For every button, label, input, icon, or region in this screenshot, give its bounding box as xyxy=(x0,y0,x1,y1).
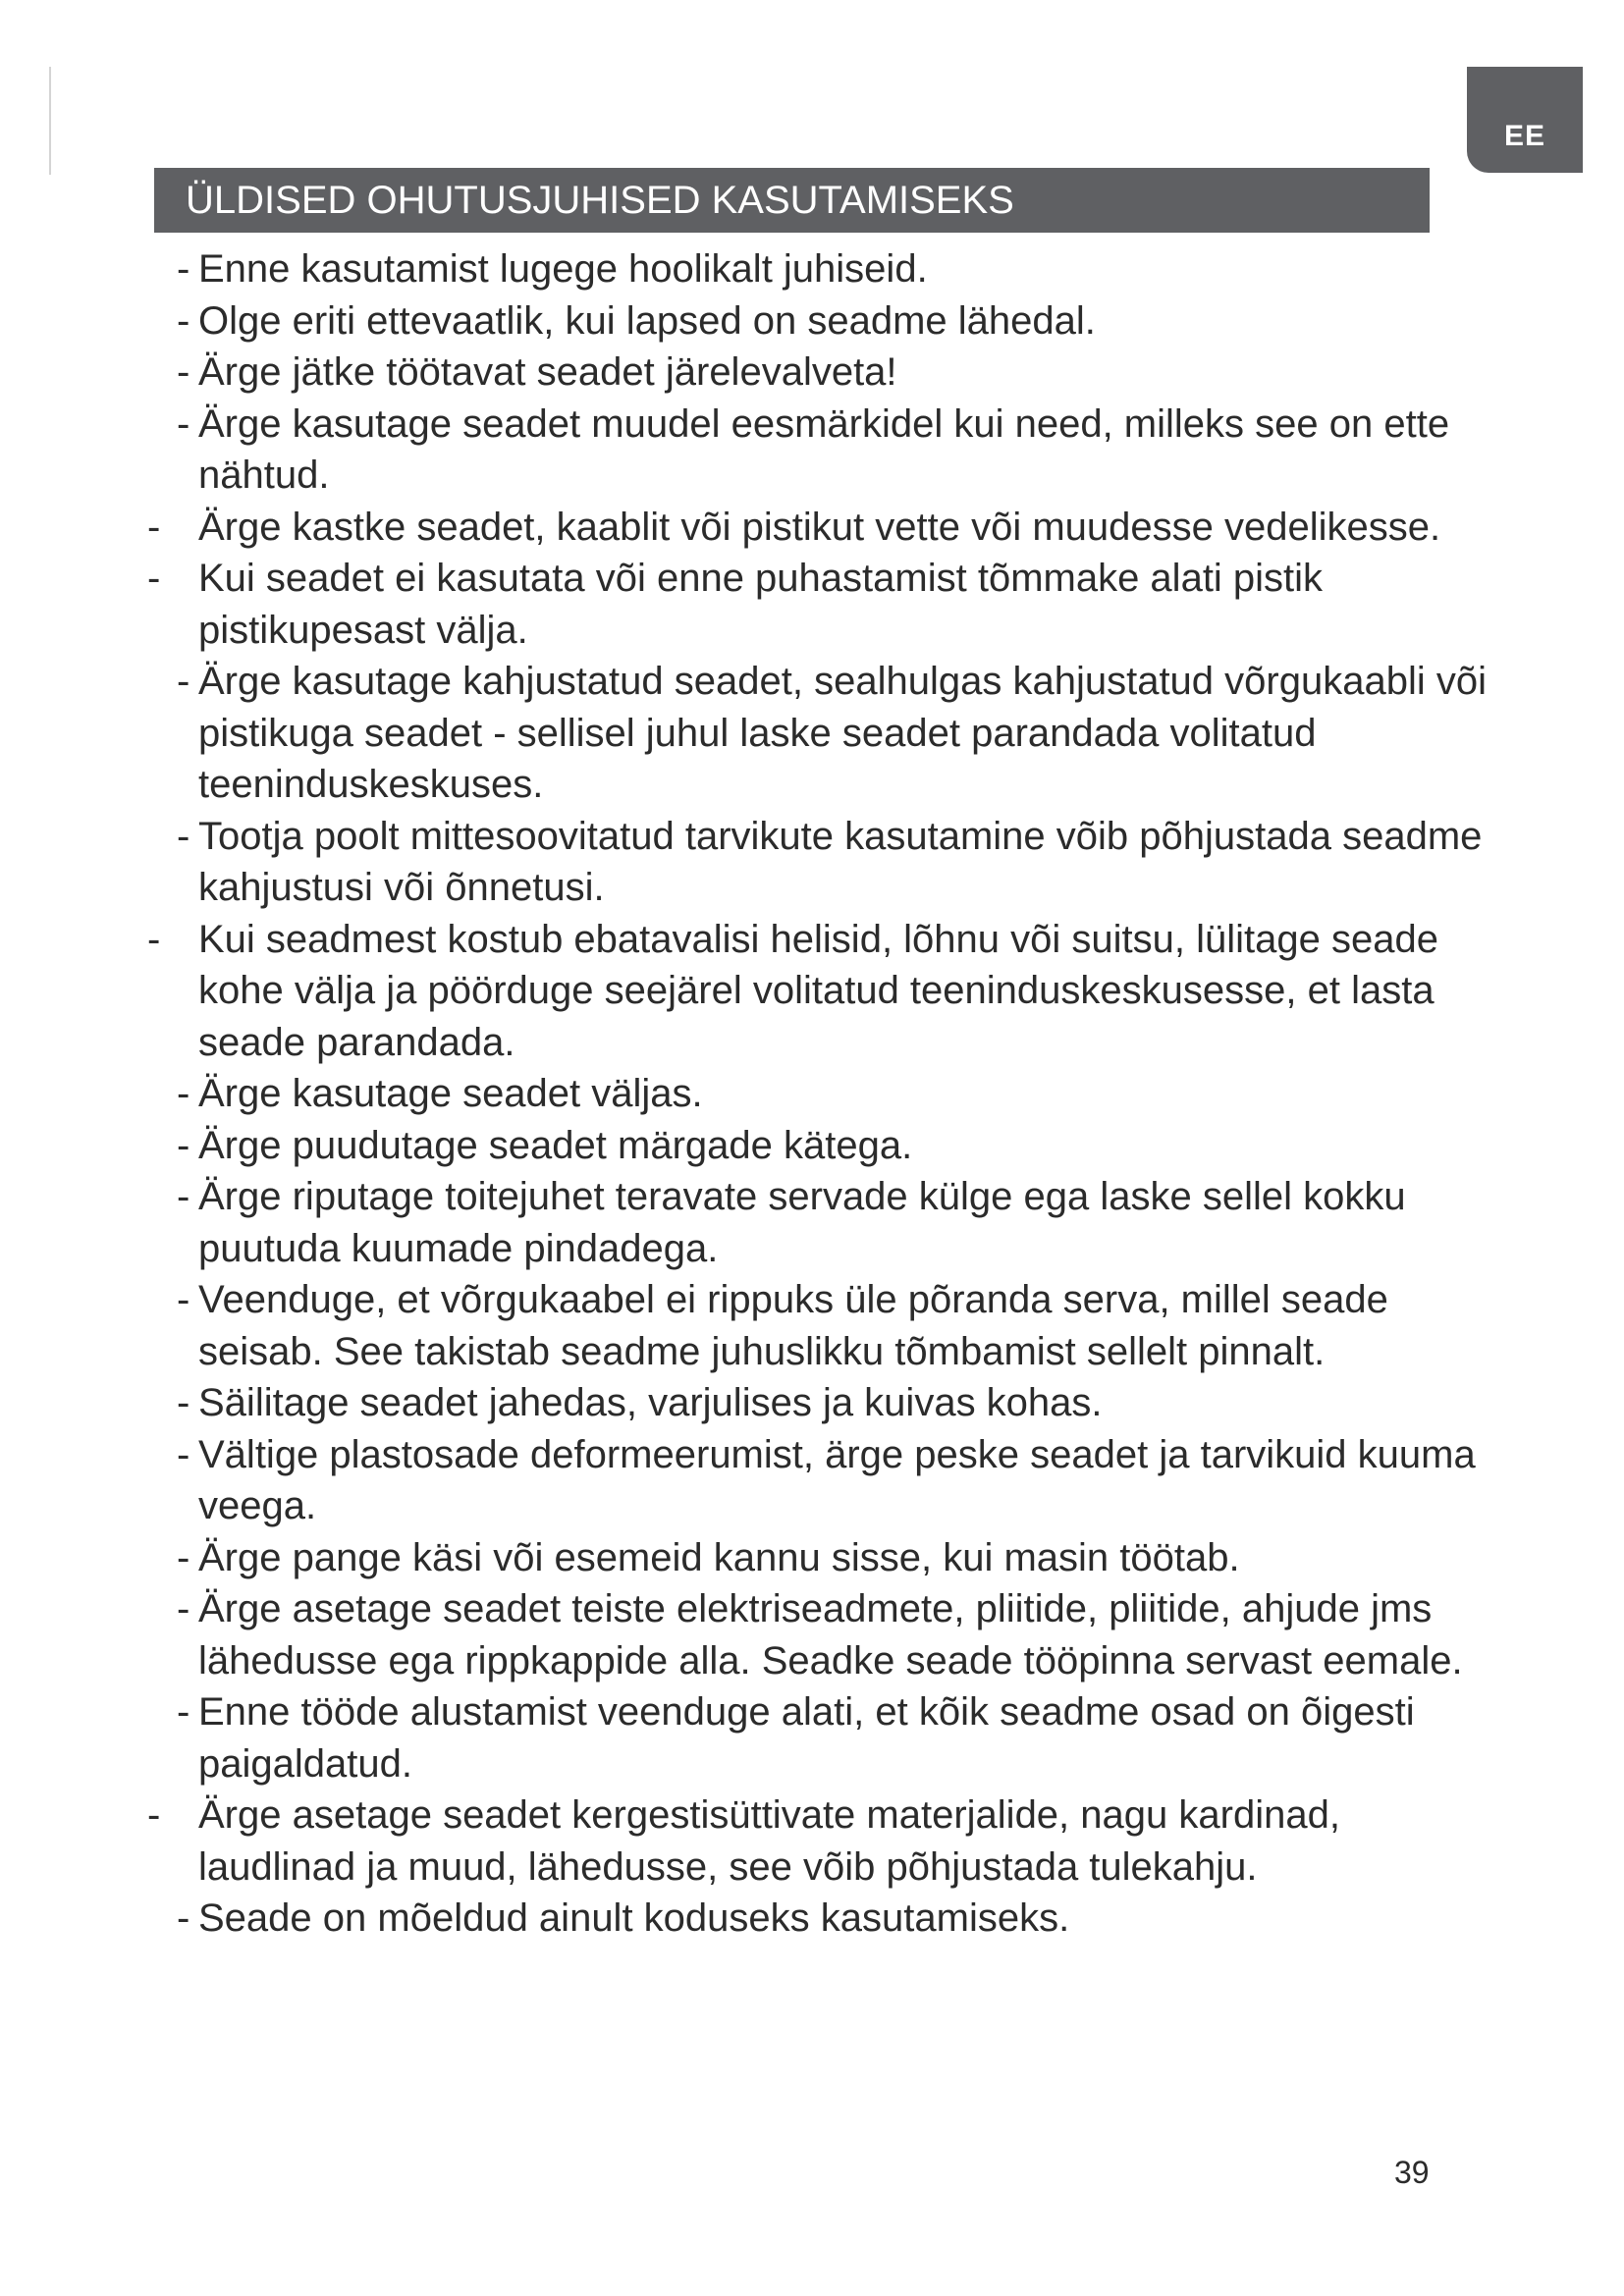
list-dash: - xyxy=(177,1278,190,1321)
list-item xyxy=(147,502,1492,554)
list-dash: - xyxy=(177,350,190,394)
list-dash: - xyxy=(177,1381,190,1424)
list-dash: - xyxy=(147,1793,161,1837)
list-dash: - xyxy=(177,1896,190,1940)
list-dash: - xyxy=(177,1535,190,1579)
list-item-text: Enne kasutamist lugege hoolikalt juhiseid. xyxy=(198,247,928,291)
list-dash: - xyxy=(177,1072,190,1115)
list-item xyxy=(147,295,1492,347)
list-item xyxy=(147,1893,1492,1945)
list-item-text: Säilitage seadet jahedas, varjulises ja kuivas kohas. xyxy=(198,1381,1103,1424)
list-item xyxy=(147,1583,1492,1686)
section-title: ÜLDISED OHUTUSJUHISED KASUTAMISEKS xyxy=(154,168,1430,233)
list-item-text: Ärge riputage toitejuhet teravate servade külge ega laske sellel kokku puutuda kuumade pindadega. xyxy=(198,1175,1406,1270)
list-item-text: Ärge asetage seadet teiste elektriseadmete, pliitide, pliitide, ahjude jms lähedusse ega rippkappide alla. Seadke seade tööpinna servast eemale. xyxy=(198,1587,1463,1682)
list-item xyxy=(147,347,1492,399)
list-item xyxy=(147,1686,1492,1789)
list-item-text: Ärge kasutage seadet väljas. xyxy=(198,1072,703,1115)
list-item-text: Ärge kasutage kahjustatud seadet, sealhulgas kahjustatud võrgukaabli või pistikuga seadet - sellisel juhul laske seadet parandada volitatud teeninduskeskuses. xyxy=(198,660,1487,806)
list-dash: - xyxy=(177,401,190,446)
list-item xyxy=(147,1068,1492,1120)
list-dash: - xyxy=(177,1690,190,1734)
list-dash: - xyxy=(147,917,161,961)
list-dash: - xyxy=(177,1123,190,1167)
list-item xyxy=(147,1789,1492,1893)
list-item xyxy=(147,656,1492,811)
list-item-text: Olge eriti ettevaatlik, kui lapsed on seadme lähedal. xyxy=(198,298,1096,343)
list-dash: - xyxy=(177,1175,190,1218)
list-item-text: Ärge pange käsi või esemeid kannu sisse, kui masin töötab. xyxy=(198,1535,1240,1579)
list-item xyxy=(147,553,1492,656)
list-item-text: Ärge jätke töötavat seadet järelevalveta! xyxy=(198,350,897,394)
list-item xyxy=(147,243,1492,295)
list-item-text: Ärge kasutage seadet muudel eesmärkidel kui need, milleks see on ette nähtud. xyxy=(198,401,1450,497)
list-item-text: Enne tööde alustamist veenduge alati, et kõik seadme osad on õigesti paigaldatud. xyxy=(198,1690,1415,1786)
list-item xyxy=(147,914,1492,1069)
list-item xyxy=(147,1120,1492,1172)
list-dash: - xyxy=(177,814,190,858)
list-item-text: Veenduge, et võrgukaabel ei rippuks üle põranda serva, millel seade seisab. See takistab seadme juhuslikku tõmbamist sellelt pinnalt. xyxy=(198,1278,1388,1373)
list-item-text: Ärge asetage seadet kergestisüttivate materjalide, nagu kardinad, laudlinad ja muud, lähedusse, see võib põhjustada tulekahju. xyxy=(198,1793,1340,1889)
list-item xyxy=(147,1274,1492,1377)
list-item-text: Kui seadet ei kasutata või enne puhastamist tõmmake alati pistik pistikupesast välja. xyxy=(198,557,1324,652)
margin-rule xyxy=(49,67,51,175)
list-item xyxy=(147,399,1492,502)
list-item-text: Tootja poolt mittesoovitatud tarvikute kasutamine võib põhjustada seadme kahjustusi või õnnetusi. xyxy=(198,814,1483,909)
list-item xyxy=(147,1377,1492,1429)
list-item-text: Ärge puudutage seadet märgade kätega. xyxy=(198,1123,913,1167)
list-dash: - xyxy=(147,557,161,600)
list-dash: - xyxy=(147,505,161,549)
list-item-text: Seade on mõeldud ainult koduseks kasutamiseks. xyxy=(198,1896,1070,1940)
list-item xyxy=(147,1429,1492,1532)
list-item xyxy=(147,811,1492,914)
language-tab: EE xyxy=(1467,67,1583,173)
list-item xyxy=(147,1171,1492,1274)
list-dash: - xyxy=(177,1432,190,1476)
list-dash: - xyxy=(177,298,190,343)
list-item-text: Vältige plastosade deformeerumist, ärge peske seadet ja tarvikuid kuuma veega. xyxy=(198,1432,1476,1527)
safety-instructions-list xyxy=(147,243,1492,1945)
page-number: 39 xyxy=(1394,2155,1430,2190)
list-dash: - xyxy=(177,660,190,703)
list-item-text: Ärge kastke seadet, kaablit või pistikut vette või muudesse vedelikesse. xyxy=(198,505,1441,549)
list-dash: - xyxy=(177,247,190,291)
list-dash: - xyxy=(177,1587,190,1630)
list-item-text: Kui seadmest kostub ebatavalisi helisid, lõhnu või suitsu, lülitage seade kohe välja ja pöörduge seejärel volitatud teeninduskeskusesse, et lasta seade parandada. xyxy=(198,917,1438,1064)
list-item xyxy=(147,1532,1492,1584)
